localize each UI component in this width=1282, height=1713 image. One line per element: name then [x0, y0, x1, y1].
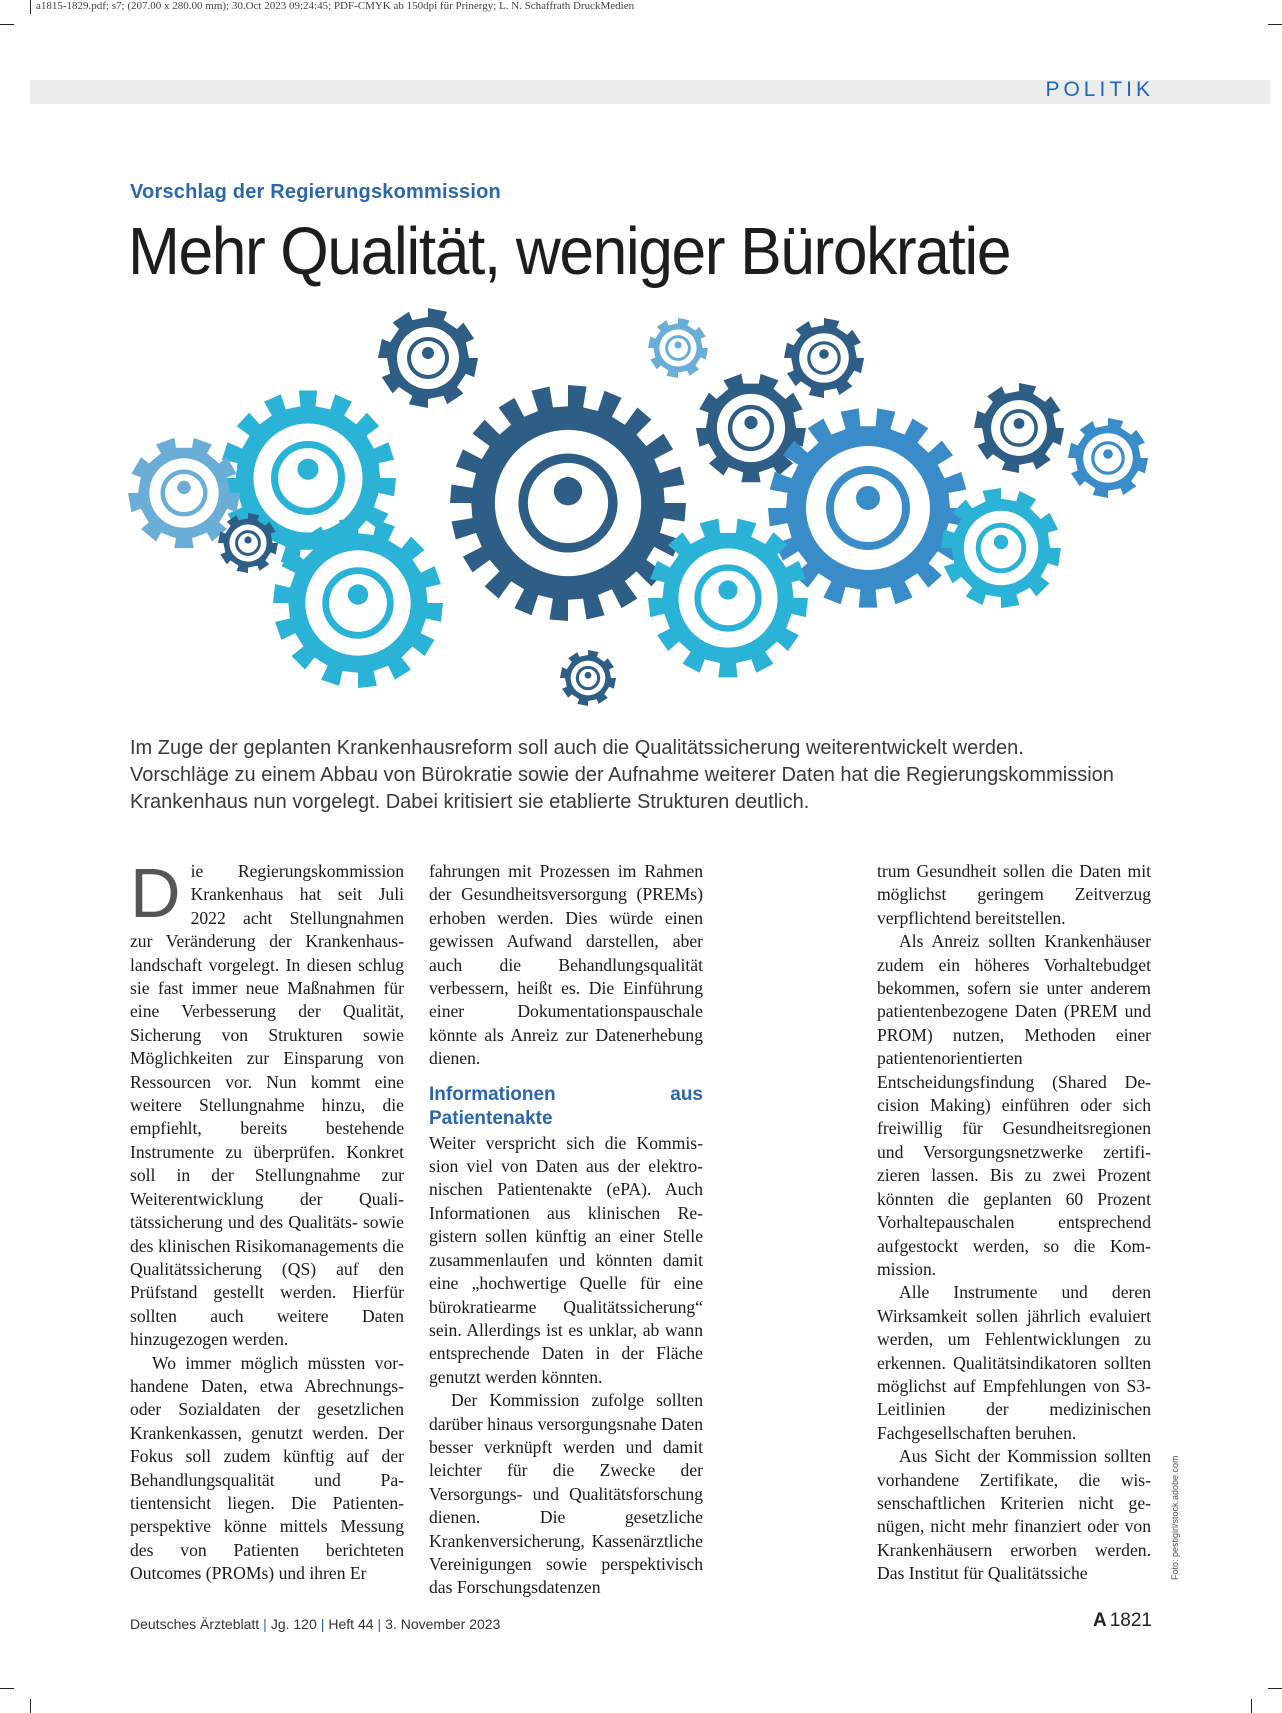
crop-mark [0, 24, 14, 25]
gear-walking-aid-icon [648, 318, 708, 378]
gear-rehab-icon [1068, 418, 1148, 498]
subheading: Informationen aus Patientenakte [429, 1083, 703, 1129]
body-paragraph: Wo immer möglich müssten vorhandene Daten, etwa Abrechnungs- oder Sozialdaten der gesetzlichen Krankenkassen, genutzt werden. Der Fokus soll zudem künftig auf der Behandlungsqualität und Patientensicht liegen. Die Patientenperspektive könne mittels Messung des von Patienten berichteten Outcomes (PROMs) und ihren Er [130, 1352, 404, 1584]
body-paragraph [130, 854, 404, 1352]
footer-separator: | [377, 1616, 382, 1632]
print-info-line: a1815-1829.pdf; s7; (207.00 x 280.00 mm); 30.Oct 2023 09:24:45; PDF-CMYK ab 150dpi für Prinergy; L. N. Schaffrath DruckMedien [36, 0, 635, 12]
drop-cap: D [130, 854, 181, 932]
article-kicker: Vorschlag der Regierungskommission [130, 181, 501, 203]
gear-clipboard-icon [378, 308, 478, 408]
footer-separator: | [263, 1616, 267, 1632]
gear-team-icon [218, 513, 278, 573]
lead-line: Vorschläge zu einem Abbau von Bürokratie sowie der Aufnahme weiterer Daten hat die Regierungskommission [130, 764, 1114, 786]
text-column-2 [429, 860, 703, 1600]
gear-pill-icon [450, 385, 686, 621]
crop-mark [0, 1688, 14, 1689]
article-headline: Mehr Qualität, weniger Bürokratie [128, 214, 1011, 289]
gear-wheelchair-icon [696, 374, 806, 482]
gear-patient-bed-icon [974, 383, 1064, 473]
gear-caregiver-icon [784, 318, 864, 398]
text-column-1 [130, 854, 404, 1586]
journal-volume: Jg. 120 [270, 1616, 317, 1632]
journal-issue: Heft 44 [328, 1616, 374, 1632]
gear-family-health-icon [648, 519, 808, 678]
crop-mark [30, 1699, 31, 1713]
crop-mark [30, 0, 31, 14]
crop-mark [1268, 1688, 1282, 1689]
article-lead [130, 735, 1160, 816]
journal-date: 3. November 2023 [385, 1616, 501, 1632]
page-number [1093, 1610, 1152, 1632]
lead-line: Im Zuge der geplanten Krankenhausreform soll auch die Qualitätssicherung weiterentwickelt werden. [130, 737, 1024, 759]
gear-patient-icon [941, 488, 1061, 608]
journal-name: Deutsches Ärzteblatt [130, 1616, 260, 1632]
body-paragraph: fahrungen mit Prozessen im Rahmen der Gesundheitsversorgung (PREMs) erhoben werden. Dies würde einen gewissen Aufwand darstellen, aber auch die Behandlungsqualität verbessern, heißt es. Die Einführung einer Dokumentationspauschale könnte als Anreiz zur Datenerhebung dienen. [429, 861, 703, 1069]
body-paragraph: Aus Sicht der Kommission sollten vorhandene Zertifikate, die wissenschaftlichen Kriterien nicht genügen, nicht mehr finanziert oder von Krankenhäusern erworben werden. Das Institut für Qualitätssiche [877, 1446, 1151, 1584]
page-footer [130, 1616, 500, 1632]
body-paragraph: trum Gesundheit sollen die Daten mit möglichst geringem Zeitverzug verpflichtend bereitstellen. [877, 861, 1151, 928]
crop-mark [1251, 1699, 1252, 1713]
crop-mark [1268, 24, 1282, 25]
body-paragraph: Der Kommission zufolge sollten darüber hinaus versorgungsnahe Daten besser verknüpft werden und damit leichter für die Zwecke der Versorgungs- und Qualitätsforschung dienen. Die gesetzliche Krankenversicherung, Kassenärztliche Vereinigungen sowie perspektivisch das Forschungsdatenzen [429, 1390, 703, 1598]
text-column-3 [877, 860, 1151, 1586]
gear-heart-hand-icon [128, 438, 240, 548]
body-paragraph: Als Anreiz sollten Krankenhäuser zudem ein höheres Vorhaltebudget bekommen, sofern sie unter anderem patientenbezogene Daten (PREM und PROM) nutzen, Methoden einer patientenorientierten Entscheidungsfindung (Shared Decision Making) einführen oder sich freiwillig für Gesundheitsregionen und Versorgungsnetzwerke zertifizieren lassen. Bis zu zwei Prozent könnten die geplanten 60 Prozent Vorhaltepauschalen entsprechend aufgestockt werden, so die Kommission. [877, 931, 1151, 1279]
page-number-value: 1821 [1109, 1610, 1152, 1631]
photo-credit: Foto: pestigirl/stock.adobe.com [1170, 1455, 1180, 1580]
paragraph-text: ie Regierungskommission Krankenhaus hat seit Juli 2022 acht Stellungnahmen zur Veränderung der Krankenhauslandschaft vorgelegt. In diesen schlug sie fast immer neue Maßnahmen für eine Verbesserung der Qualität, Sicherung von Strukturen sowie Möglichkeiten zur Einsparung von Ressourcen vor. Nun kommt eine weitere Stellungnahme hinzu, die empfiehlt, bereits bestehende Instrumente zu überprüfen. Konkret soll in der Stellungnahme zur Weiterentwicklung der Qualitätssicherung und des Qualitäts- sowie des klinischen Risikomanagements die Qualitätssicherung (QS) auf den Prüfstand gestellt werden. Hierfür sollten auch weitere Daten hinzugezogen werden. [130, 861, 404, 1350]
lead-line: Krankenhaus nun vorgelegt. Dabei kritisiert sie etablierte Strukturen deutlich. [130, 791, 810, 813]
body-paragraph: Weiter verspricht sich die Kommission viel von Daten aus der elektronischen Patientenakte (ePA). Auch Informationen aus klinischen Registern sollen künftig an einer Stelle zusammenlaufen und könnten damit eine „hochwertige Quelle für eine bürokratiearme Qualitätssicherung“ sein. Allerdings ist es unklar, ab wann entsprechende Daten in der Fläche genutzt werden könnten. [429, 1132, 703, 1387]
gear-elderly-icon [560, 650, 616, 706]
body-paragraph: Alle Instrumente und deren Wirksamkeit sollen jährlich evaluiert werden, um Fehlentwicklungen zu erkennen. Qualitätsindikatoren sollten möglichst auf Empfehlungen von S3-Leitlinien der medizinischen Fachgesellschaften beruhen. [877, 1282, 1151, 1443]
page-prefix: A [1092, 1610, 1107, 1631]
gears-illustration [128, 278, 1154, 756]
section-label: POLITIK [1045, 78, 1154, 101]
footer-separator: | [320, 1616, 325, 1632]
